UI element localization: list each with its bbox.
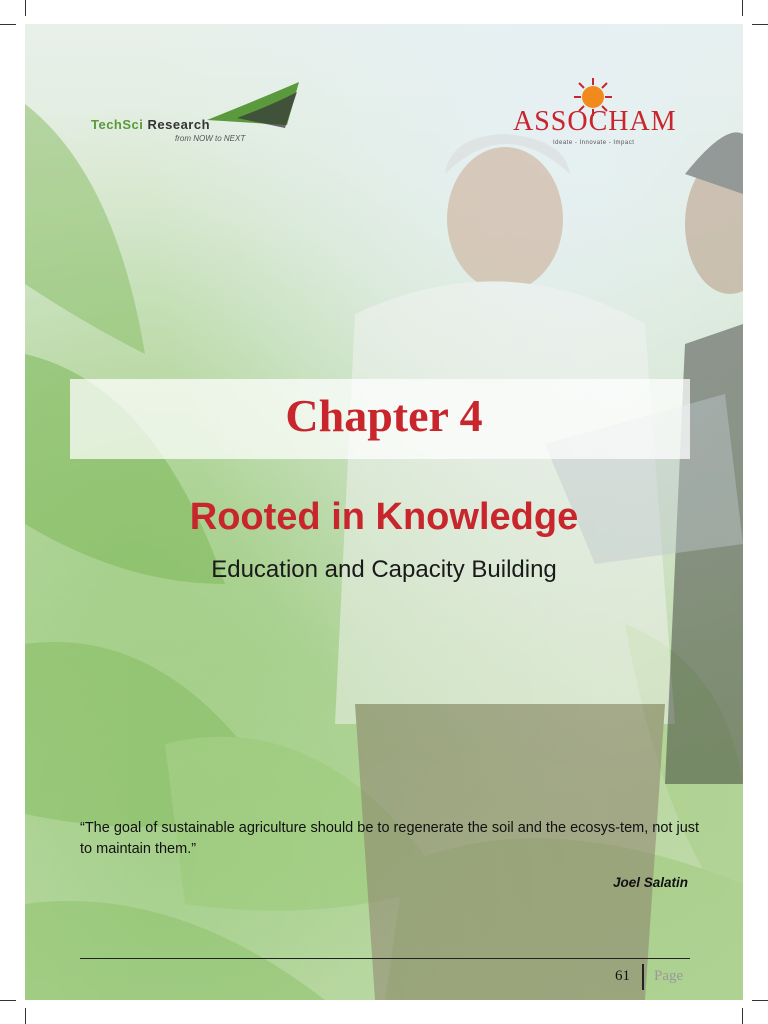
chapter-number: Chapter 4 bbox=[285, 390, 483, 441]
cover-page bbox=[25, 24, 743, 1000]
quote-text: “The goal of sustainable agriculture should be to regenerate the soil and the ecosys-tem, not just to maintain them.” bbox=[80, 820, 700, 857]
assocham-logo-text: ASSOCHAM bbox=[513, 106, 677, 137]
crop-mark bbox=[752, 24, 768, 25]
crop-mark bbox=[752, 1000, 768, 1001]
crop-mark bbox=[0, 1000, 16, 1001]
crop-mark bbox=[742, 0, 743, 16]
assocham-tagline: Ideate - Innovate - Impact bbox=[553, 140, 635, 146]
crop-mark bbox=[25, 0, 26, 16]
page-separator bbox=[642, 964, 644, 990]
crop-mark bbox=[0, 24, 16, 25]
crop-mark bbox=[25, 1008, 26, 1024]
page-number: 61 bbox=[615, 968, 630, 984]
techsci-logo-text bbox=[91, 117, 210, 132]
chapter-title: Rooted in Knowledge bbox=[189, 496, 579, 538]
page-label: Page bbox=[654, 968, 684, 984]
techsci-tagline: from NOW to NEXT bbox=[175, 134, 246, 143]
footer-divider bbox=[80, 958, 690, 959]
crop-mark bbox=[742, 1008, 743, 1024]
chapter-subtitle: Education and Capacity Building bbox=[211, 556, 557, 583]
techsci-name-part1: TechSci bbox=[91, 117, 144, 132]
quote-author: Joel Salatin bbox=[612, 875, 688, 890]
techsci-name-part2: Research bbox=[143, 117, 211, 132]
